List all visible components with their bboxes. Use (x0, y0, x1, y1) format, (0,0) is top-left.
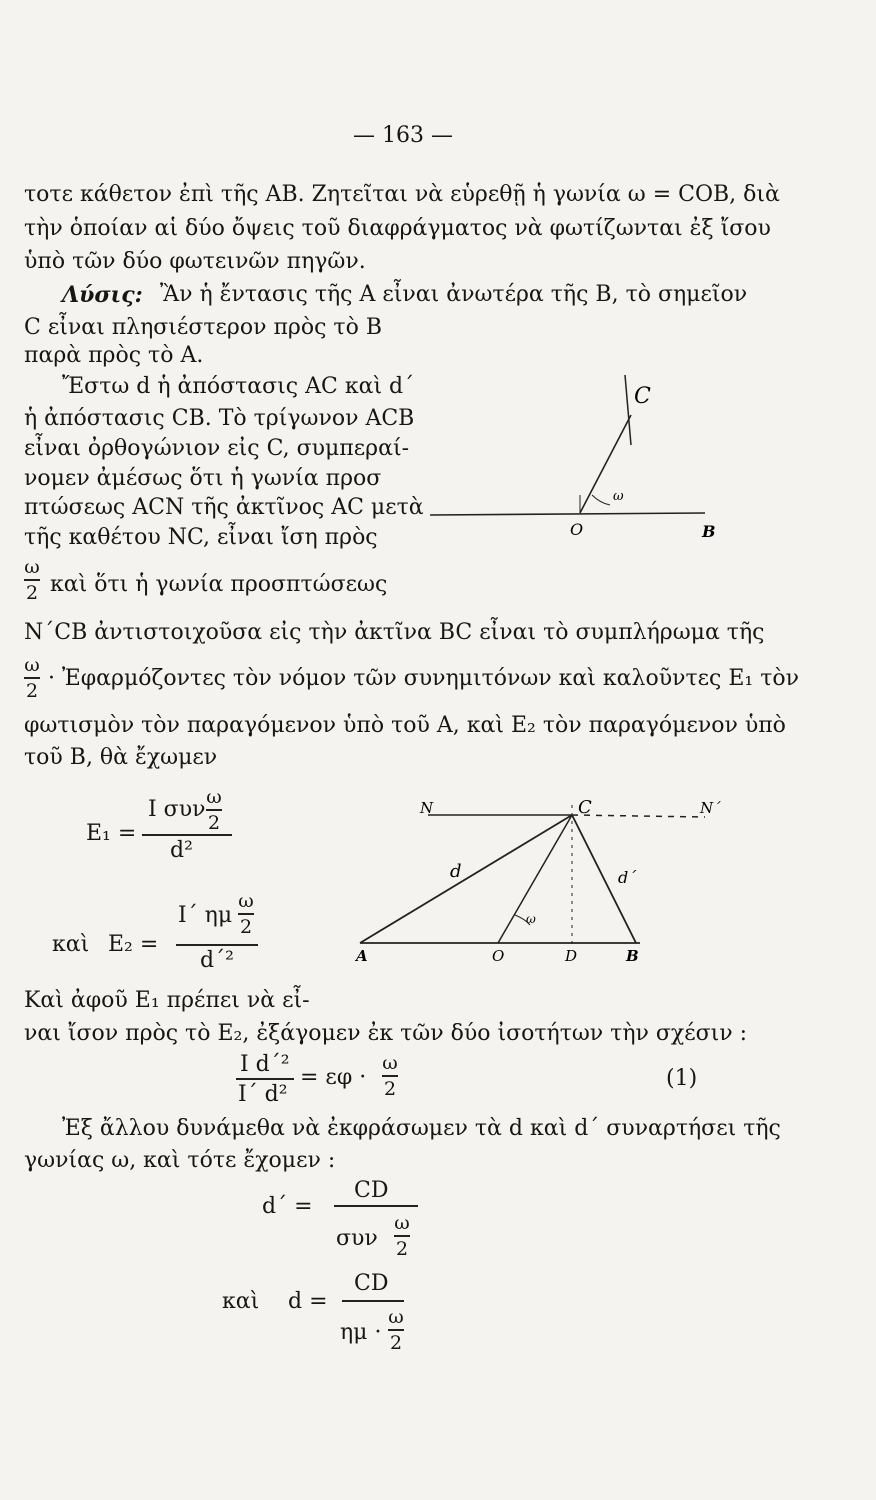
text-line: γωνίας ω, καὶ τότε ἔχομεν : (24, 1148, 336, 1173)
label-d-foot: D (565, 947, 578, 965)
text-line: ναι ἴσον πρὸς τὸ E₂, ἐξάγομεν ἐκ τῶν δύο ἰσοτήτων τὴν σχέσιν : (24, 1021, 748, 1046)
eq-dprime-bar (334, 1205, 418, 1207)
label-b: B (626, 947, 639, 965)
label-n-prime: N΄ (700, 799, 721, 817)
frac-num: ω (388, 1306, 404, 1328)
frac-den: 2 (207, 811, 221, 834)
text-line: Ἐξ ἄλλου δυνάμεθα νὰ ἐκφράσωμεν τὰ d καὶ d΄ συναρτήσει τῆς (62, 1116, 781, 1141)
frac-den: 2 (25, 581, 39, 604)
text-line: ἡ ἀπόστασις CB. Τὸ τρίγωνον ACB (24, 406, 415, 431)
label-c: C (634, 384, 651, 409)
label-omega: ω (613, 489, 624, 504)
frac-den: 2 (239, 915, 253, 938)
text-line: τῆς καθέτου NC, εἶναι ἴση πρὸς (24, 525, 378, 550)
eq-dprime-den: συν (336, 1226, 378, 1251)
label-d: d (450, 861, 462, 882)
label-c: C (578, 797, 592, 818)
text-line: · Ἐφαρμόζοντες τὸν νόμον τῶν συνημιτόνων καὶ καλοῦντες E₁ τὸν (48, 666, 799, 691)
frac-num: ω (24, 654, 40, 676)
frac-den: 2 (383, 1077, 397, 1100)
eq-d-num: CD (354, 1271, 389, 1296)
eq-e1-num: I συν (148, 797, 206, 822)
normal-line (625, 375, 631, 445)
text-line: N΄CB ἀντιστοιχοῦσα εἰς τὴν ἀκτῖνα BC εἶναι τὸ συμπλήρωμα τῆς (24, 620, 765, 645)
label-o: O (570, 520, 584, 539)
text-line: τοῦ B, θὰ ἔχωμεν (24, 745, 218, 770)
eq1-rhs: = εφ · (300, 1065, 367, 1090)
text-line: ὑπὸ τῶν δύο φωτεινῶν πηγῶν. (24, 249, 366, 274)
frac-num: ω (238, 890, 254, 912)
eq-d-lhs: d = (288, 1289, 328, 1314)
fraction-omega-half (24, 556, 40, 604)
normal-line-right (572, 815, 705, 817)
side-ac (360, 815, 572, 943)
label-b: B (702, 522, 716, 541)
text-line: Καὶ ἀφοῦ E₁ πρέπει νὰ εἶ- (24, 988, 310, 1013)
label-o: O (492, 947, 505, 965)
eq-e1-bar (142, 834, 232, 836)
eq-e2-omega-frac (238, 890, 254, 938)
eq-dprime-lhs: d΄ = (262, 1194, 313, 1219)
text-line: φωτισμὸν τὸν παραγόμενον ὑπὸ τοῦ A, καὶ E₂ τὸν παραγόμενον ὑπὸ (24, 713, 786, 738)
text-line: πτώσεως ACN τῆς ἀκτῖνος AC μετὰ (24, 495, 424, 520)
text-line: Ἔστω d ἡ ἀπόστασις AC καὶ d΄ (62, 374, 415, 399)
text-line: C εἶναι πλησιέστερον πρὸς τὸ B (24, 315, 382, 340)
angle-arc (592, 495, 610, 505)
equation-tag: (1) (666, 1066, 698, 1091)
eq-e1-lhs: E₁ = (86, 821, 137, 846)
eq-e2-num: I΄ ημ (178, 903, 233, 928)
eq1-den: I΄ d² (238, 1082, 288, 1107)
eq-dprime-omega-frac (394, 1212, 410, 1260)
frac-num: ω (206, 786, 222, 808)
fraction-omega-half (24, 654, 40, 702)
text-line: Ἂν ἡ ἔντασις τῆς A εἶναι ἀνωτέρα τῆς B, τὸ σημεῖον (160, 282, 748, 307)
eq-d-omega-frac (388, 1306, 404, 1354)
frac-den: 2 (389, 1331, 403, 1354)
baseline (430, 513, 705, 515)
text-line: παρὰ πρὸς τὸ A. (24, 343, 204, 368)
frac-den: 2 (25, 679, 39, 702)
text-line: τὴν ὁποίαν αἱ δύο ὄψεις τοῦ διαφράγματος νὰ φωτίζωνται ἐξ ἴσου (24, 216, 771, 241)
frac-num: ω (394, 1212, 410, 1234)
label-a: A (356, 947, 368, 965)
eq1-bar (236, 1078, 294, 1080)
eq-e1-den: d² (170, 838, 193, 863)
solution-label: Λύσις: (62, 282, 143, 308)
eq-d-kai: καὶ (222, 1289, 260, 1314)
label-omega: ω (526, 912, 536, 926)
label-n: N (420, 799, 434, 817)
frac-num: ω (24, 556, 40, 578)
eq-e2-den: d΄² (200, 948, 234, 973)
figure-triangle-acb (340, 775, 740, 975)
text-line: τοτε κάθετον ἐπὶ τῆς AB. Ζητεῖται νὰ εὑρεθῇ ἡ γωνία ω = COB, διὰ (24, 182, 780, 207)
eq-e2-lhs: E₂ = (108, 932, 159, 957)
page-number: — 163 — (353, 123, 453, 148)
figure-right-triangle-small (420, 355, 740, 545)
eq-e2-kai: καὶ (52, 932, 90, 957)
text-line: εἶναι ὀρθογώνιον εἰς C, συμπεραί- (24, 436, 410, 461)
label-d-prime: d΄ (618, 868, 637, 887)
eq1-num: I d΄² (240, 1052, 290, 1077)
text-line: νομεν ἀμέσως ὅτι ἡ γωνία προσ (24, 466, 382, 491)
eq-e1-omega-frac (206, 786, 222, 834)
eq1-omega-frac (382, 1052, 398, 1100)
eq-d-den: ημ · (340, 1320, 382, 1345)
eq-d-bar (342, 1300, 404, 1302)
eq-e2-bar (176, 944, 258, 946)
eq-dprime-num: CD (354, 1178, 389, 1203)
text-line: καὶ ὅτι ἡ γωνία προσπτώσεως (50, 572, 388, 597)
frac-den: 2 (395, 1237, 409, 1260)
frac-num: ω (382, 1052, 398, 1074)
